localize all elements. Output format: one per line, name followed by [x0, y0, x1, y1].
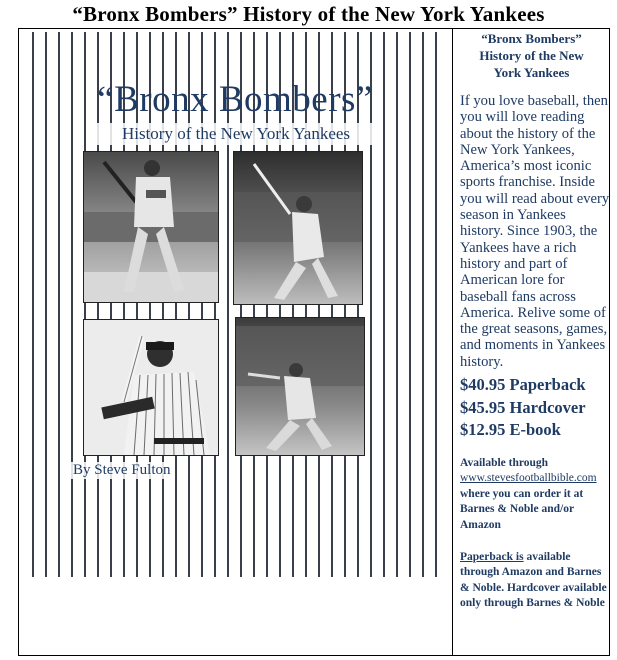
sidebar-title [453, 30, 610, 81]
book-info-sidebar [453, 29, 610, 612]
batter-follow-through-photo [83, 151, 219, 303]
content-frame [18, 28, 610, 656]
cover-title: “Bronx Bombers” [97, 79, 373, 120]
book-description: If you love baseball, then you will love reading about the history of the New York Yankees, America’s most iconic sports franchise. Inside you will read about every season in Yankees history. Since 1903, the Yankees have a rich history and part of American lore for baseball fans across America. Relive some of the great seasons, games, and moments in Yankees history. [460, 93, 610, 370]
pinstripe-batter-photo [83, 319, 219, 456]
sidebar-title-line: York Yankees [493, 65, 570, 80]
format-availability-note [460, 550, 610, 612]
note-rest: available through Amazon and Barnes & Noble. Hardcover available only through Barnes & Noble [460, 550, 607, 610]
price-ebook: $12.95 E-book [460, 420, 561, 440]
page-title: “Bronx Bombers” History of the New York Yankees [72, 2, 545, 26]
batter-swinging-photo [233, 151, 363, 305]
website-link[interactable]: www.stevesfootballbible.com [460, 472, 597, 485]
availability-prefix: Available through [460, 456, 549, 469]
note-underlined: Paperback is [460, 550, 524, 563]
price-list [460, 374, 610, 442]
sidebar-title-line: History of the New [479, 48, 584, 63]
price-hardcover: $45.95 Hardcover [460, 397, 586, 417]
availability-suffix: where you can order it at Barnes & Noble and/or Amazon [460, 487, 584, 531]
cover-subtitle: History of the New York Yankees [97, 123, 375, 145]
sidebar-title-line: “Bronx Bombers” [481, 31, 582, 46]
book-cover [23, 32, 447, 577]
batter-in-stadium-photo [235, 317, 365, 456]
price-paperback: $40.95 Paperback [460, 375, 586, 395]
availability-text [460, 456, 610, 534]
cover-author: By Steve Fulton [73, 462, 171, 478]
